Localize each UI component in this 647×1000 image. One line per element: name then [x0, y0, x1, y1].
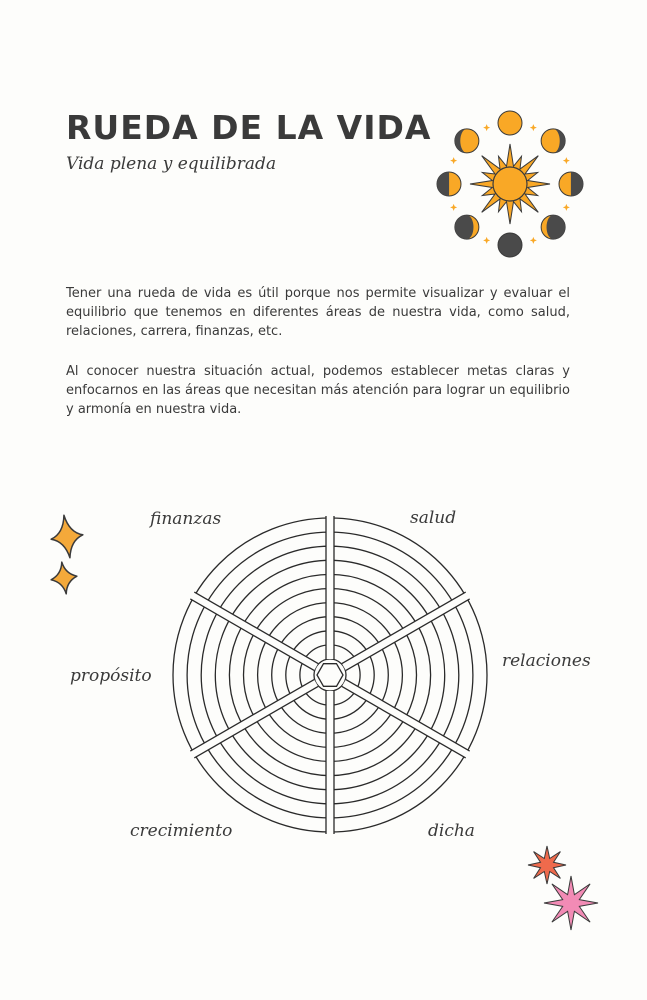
sun-core — [493, 167, 527, 201]
eight-point-star-icon — [544, 876, 598, 930]
wheel-section-edge — [194, 686, 318, 758]
tiny-sparkle-icon — [563, 204, 570, 211]
wheel-section-divider — [192, 683, 316, 755]
wheel-section-edge — [194, 592, 318, 664]
label-crecimiento: crecimiento — [130, 821, 233, 841]
life-wheel — [173, 516, 487, 834]
moon-phase-icon — [455, 129, 479, 153]
page-subtitle: Vida plena y equilibrada — [66, 154, 277, 174]
tiny-sparkle-icon — [530, 124, 537, 131]
tiny-sparkle-icon — [483, 124, 490, 131]
label-salud: salud — [410, 508, 457, 528]
eight-point-star-icon — [528, 846, 566, 884]
wheel-section-divider — [344, 683, 468, 755]
moon-phase-icon — [498, 111, 522, 135]
moon-phase-icon — [455, 215, 479, 239]
moon-phase-icon — [437, 172, 461, 196]
sun-moon-phases-illustration — [437, 111, 583, 257]
wheel-section-divider — [192, 596, 316, 668]
intro-paragraph-1: Tener una rueda de vida es útil porque nos permite visualizar y evaluar el equilibrio que tenemos en diferentes áreas de nuestra vida, como salud, relaciones, carrera, finanzas, etc. — [66, 286, 570, 339]
wheel-center — [317, 664, 343, 687]
moon-phase-icon — [559, 172, 583, 196]
wheel-section-edge — [346, 680, 470, 752]
moon-phase-icon — [498, 233, 522, 257]
wheel-section-edge — [342, 686, 466, 758]
wheel-section-divider — [344, 596, 468, 668]
wheel-section-edge — [342, 592, 466, 664]
page-title: RUEDA DE LA VIDA — [66, 108, 432, 147]
sparkle-star-icon — [48, 513, 86, 560]
tiny-sparkle-icon — [450, 157, 457, 164]
wheel-section-edge — [346, 599, 470, 671]
wheel-section-edge — [190, 680, 314, 752]
sparkle-star-icon — [49, 560, 79, 595]
label-finanzas: finanzas — [150, 509, 222, 529]
intro-paragraph-2: Al conocer nuestra situación actual, podemos establecer metas claras y enfocarnos en las áreas que necesitan más atención para lograr un equilibrio y armonía en nuestra vida. — [66, 364, 570, 417]
label-proposito: propósito — [70, 666, 152, 686]
tiny-sparkle-icon — [563, 157, 570, 164]
wheel-section-edge — [190, 599, 314, 671]
label-dicha: dicha — [428, 821, 475, 841]
label-relaciones: relaciones — [502, 651, 591, 671]
tiny-sparkle-icon — [530, 237, 537, 244]
tiny-sparkle-icon — [450, 204, 457, 211]
moon-phase-icon — [541, 215, 565, 239]
moon-phase-icon — [541, 129, 565, 153]
tiny-sparkle-icon — [483, 237, 490, 244]
